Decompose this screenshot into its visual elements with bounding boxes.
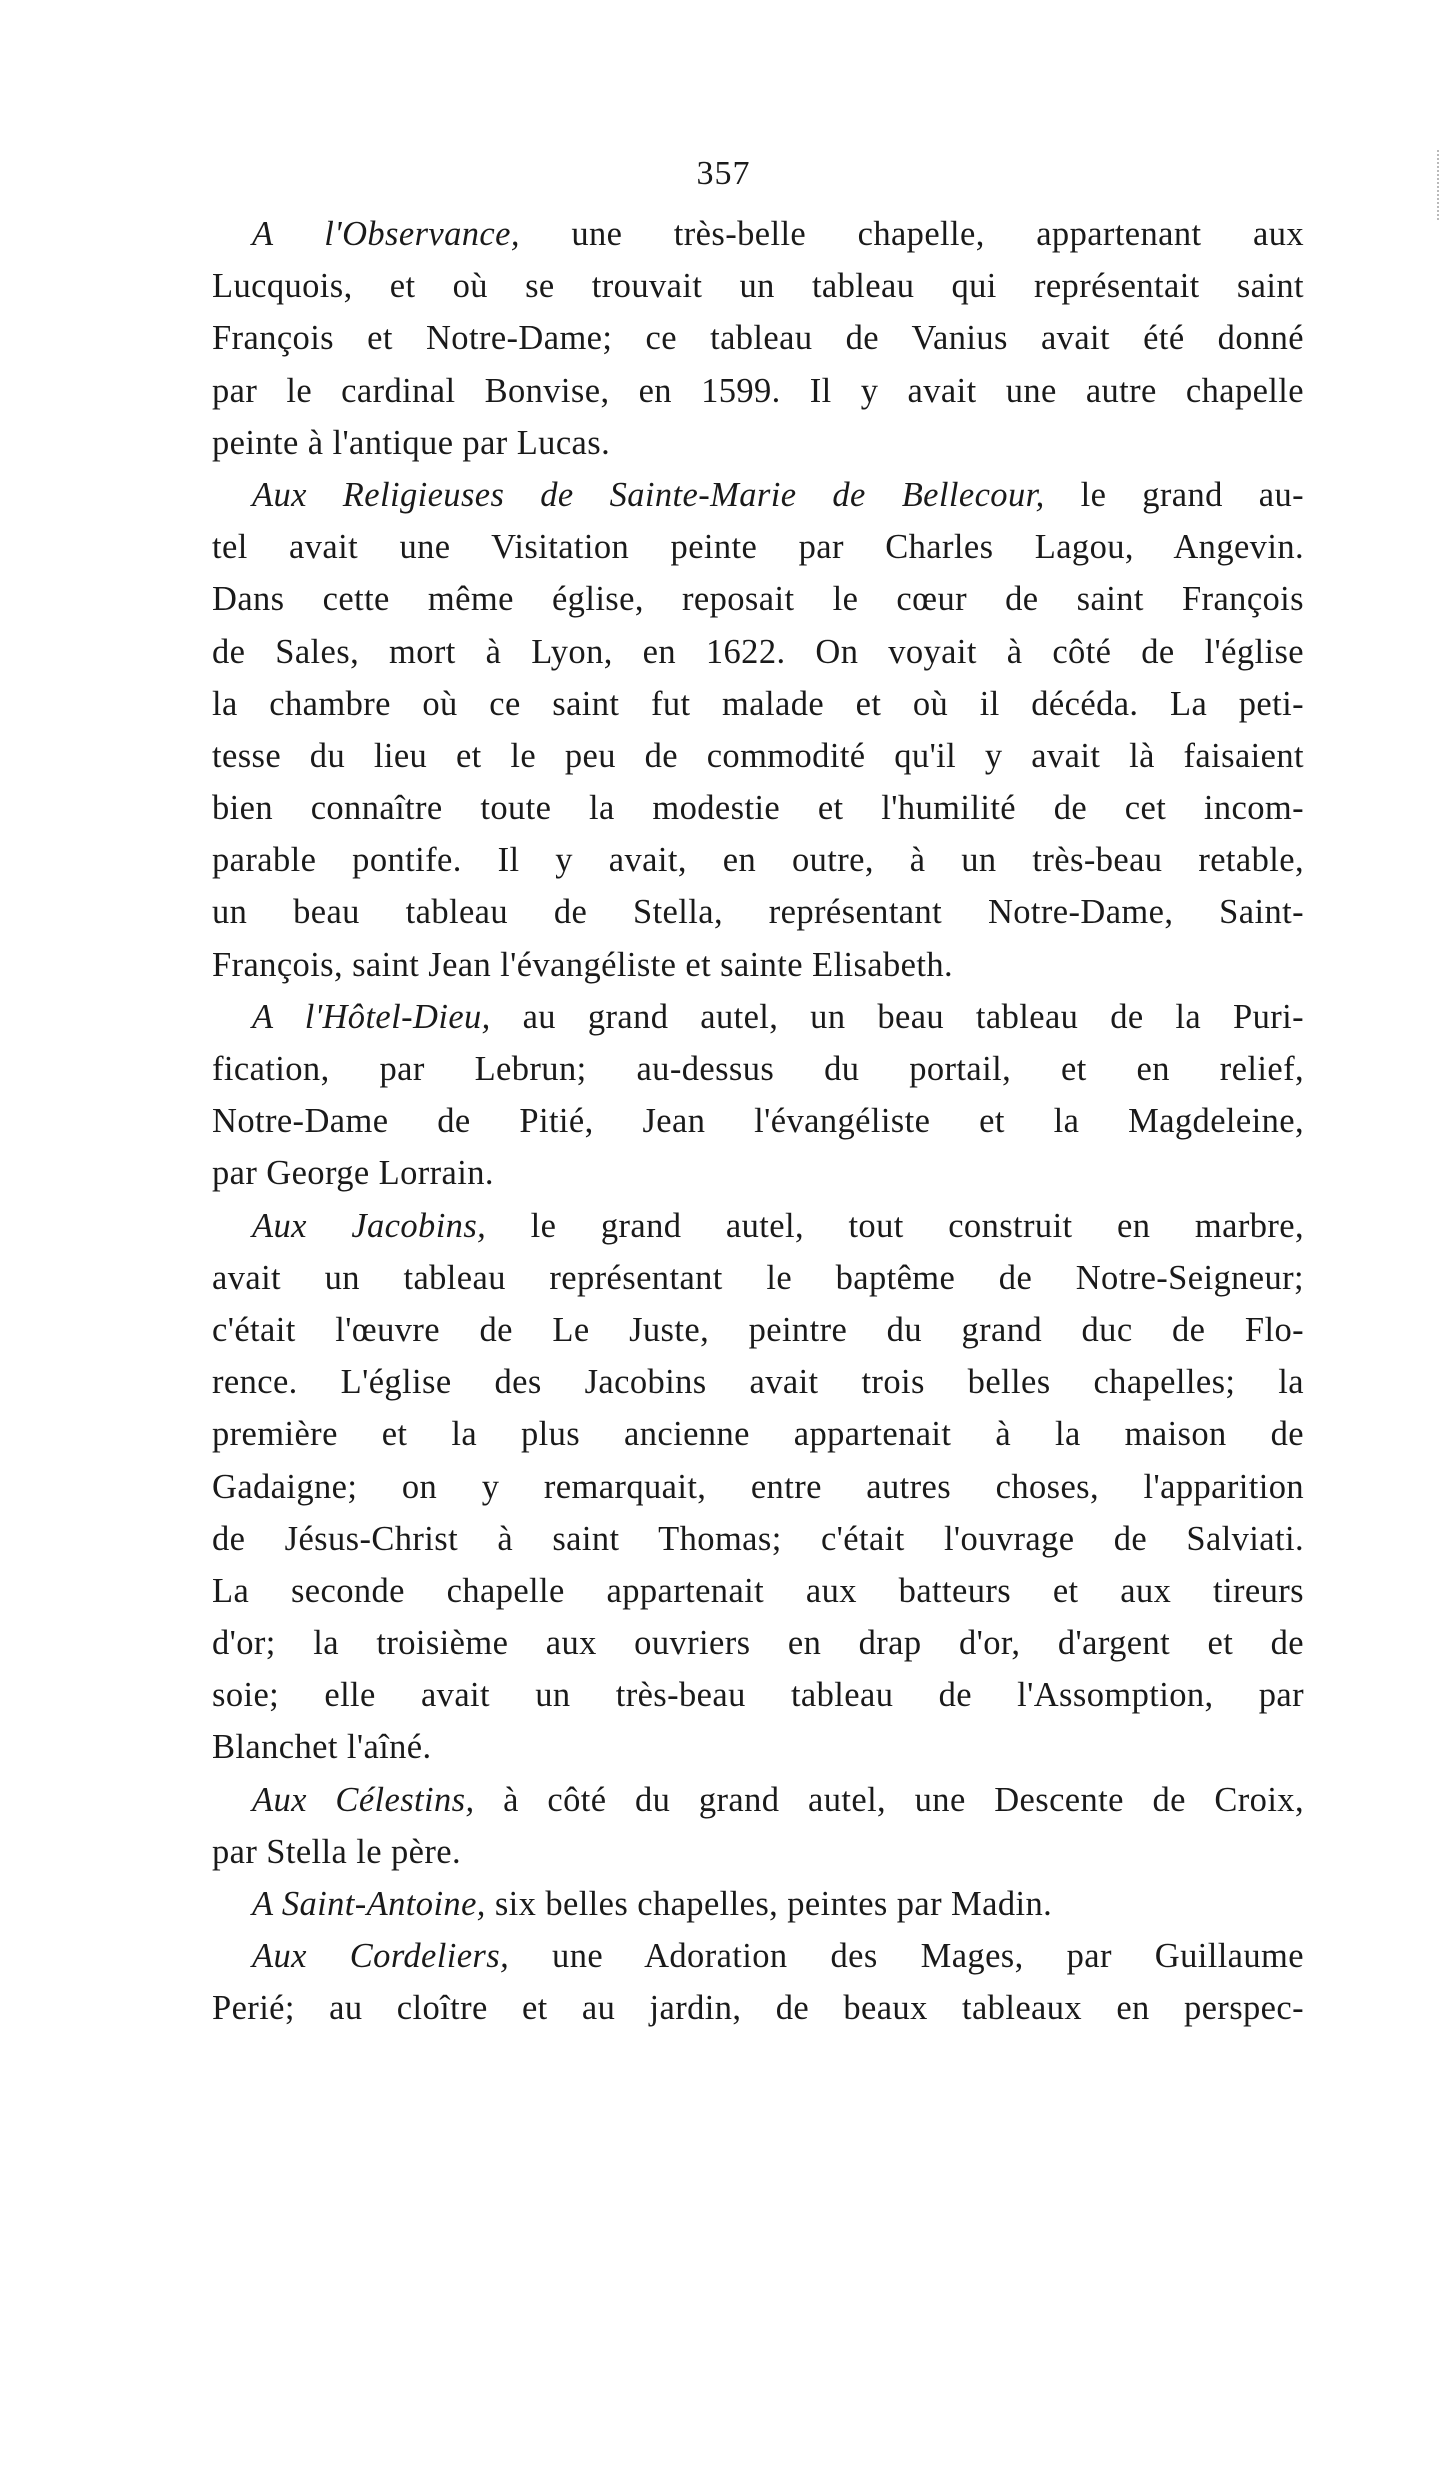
text-line [212, 521, 1304, 573]
text-line [212, 1774, 1304, 1826]
line-text: tesse du lieu et le peu de commodité qu'il y avait là faisaient [212, 736, 1304, 775]
text-line [212, 1147, 1304, 1199]
text-line [212, 782, 1304, 834]
text-line [212, 1043, 1304, 1095]
text-line [212, 1669, 1304, 1721]
text-line [212, 1095, 1304, 1147]
line-text: bien connaître toute la modestie et l'humilité de cet incom- [212, 789, 1304, 828]
text-line [212, 1878, 1304, 1930]
paragraph [212, 1930, 1304, 2034]
line-text: d'or; la troisième aux ouvriers en drap d'or, d'argent et de [212, 1624, 1304, 1663]
line-text: Perié; au cloître et au jardin, de beaux tableaux en perspec- [212, 1989, 1304, 2028]
text-line [212, 1982, 1304, 2034]
line-text: un beau tableau de Stella, représentant Notre-Dame, Saint- [212, 893, 1304, 932]
line-text: une Adoration des Mages, par Guillaume [509, 1937, 1304, 1976]
text-line [212, 573, 1304, 625]
text-line [212, 886, 1304, 938]
body-text [212, 208, 1304, 2035]
line-text: au grand autel, un beau tableau de la Puri- [490, 997, 1304, 1036]
paragraph [212, 208, 1304, 469]
line-text: parable pontife. Il y avait, en outre, à un très-beau retable, [212, 841, 1304, 880]
line-text: soie; elle avait un très-beau tableau de l'Assomption, par [212, 1676, 1304, 1715]
text-line [212, 991, 1304, 1043]
text-line [212, 312, 1304, 364]
line-text: François et Notre-Dame; ce tableau de Vanius avait été donné [212, 319, 1304, 358]
page-number: 357 [696, 155, 751, 192]
line-text: par le cardinal Bonvise, en 1599. Il y avait une autre chapelle [212, 371, 1304, 410]
line-text: rence. L'église des Jacobins avait trois belles chapelles; la [212, 1363, 1304, 1402]
italic-heading: Aux Religieuses de Sainte-Marie de Bellecour, [252, 475, 1045, 514]
line-text: La seconde chapelle appartenait aux batteurs et aux tireurs [212, 1571, 1304, 1610]
text-line [212, 208, 1304, 260]
text-line [212, 626, 1304, 678]
line-text: François, saint Jean l'évangéliste et sainte Elisabeth. [212, 945, 954, 984]
line-text: Blanchet l'aîné. [212, 1728, 432, 1767]
italic-heading: Aux Jacobins, [252, 1206, 487, 1245]
text-line [212, 1565, 1304, 1617]
text-line [212, 730, 1304, 782]
line-text: Lucquois, et où se trouvait un tableau qui représentait saint [212, 267, 1304, 306]
text-line [212, 260, 1304, 312]
text-line [212, 469, 1304, 521]
line-text: six belles chapelles, peintes par Madin. [485, 1885, 1053, 1923]
text-line [212, 1252, 1304, 1304]
text-line [212, 1304, 1304, 1356]
line-text: la chambre où ce saint fut malade et où il décéda. La peti- [212, 684, 1304, 723]
text-line [212, 1826, 1304, 1878]
text-line [212, 1930, 1304, 1982]
line-text: le grand autel, tout construit en marbre, [486, 1206, 1304, 1245]
line-text: par George Lorrain. [212, 1154, 494, 1193]
paragraph [212, 1774, 1304, 1878]
line-text: de Sales, mort à Lyon, en 1622. On voyait à côté de l'église [212, 632, 1304, 671]
text-line [212, 678, 1304, 730]
paragraph [212, 991, 1304, 1200]
italic-heading: Aux Célestins, [252, 1780, 475, 1819]
text-line [212, 1617, 1304, 1669]
line-text: avait un tableau représentant le baptême de Notre-Seigneur; [212, 1258, 1304, 1297]
text-line [212, 1461, 1304, 1513]
line-text: à côté du grand autel, une Descente de Croix, [474, 1780, 1304, 1819]
line-text: peinte à l'antique par Lucas. [212, 423, 611, 462]
line-text: de Jésus-Christ à saint Thomas; c'était l'ouvrage de Salviati. [212, 1519, 1304, 1558]
line-text: le grand au- [1044, 475, 1305, 514]
text-line [212, 1513, 1304, 1565]
text-line [212, 1408, 1304, 1460]
line-text: tel avait une Visitation peinte par Charles Lagou, Angevin. [212, 528, 1304, 567]
italic-heading: A Saint-Antoine, [252, 1885, 486, 1923]
line-text: par Stella le père. [212, 1832, 461, 1871]
text-line [212, 365, 1304, 417]
line-text: Dans cette même église, reposait le cœur de saint François [212, 580, 1304, 619]
line-text: c'était l'œuvre de Le Juste, peintre du grand duc de Flo- [212, 1310, 1304, 1349]
line-text: première et la plus ancienne appartenait à la maison de [212, 1415, 1304, 1454]
text-line [212, 1200, 1304, 1252]
line-text: Gadaigne; on y remarquait, entre autres choses, l'apparition [212, 1467, 1304, 1506]
paragraph [212, 1878, 1304, 1930]
italic-heading: A l'Observance, [252, 215, 520, 253]
line-text: une très-belle chapelle, appartenant aux [519, 215, 1304, 253]
paragraph [212, 469, 1304, 991]
text-line [212, 834, 1304, 886]
text-line [212, 1721, 1304, 1773]
paragraph [212, 1200, 1304, 1774]
line-text: fication, par Lebrun; au-dessus du portail, et en relief, [212, 1050, 1304, 1088]
text-line [212, 1356, 1304, 1408]
text-line [212, 939, 1304, 991]
line-text: Notre-Dame de Pitié, Jean l'évangéliste et la Magdeleine, [212, 1102, 1304, 1141]
text-line [212, 417, 1304, 469]
italic-heading: A l'Hôtel-Dieu, [252, 997, 491, 1036]
italic-heading: Aux Cordeliers, [252, 1937, 510, 1976]
